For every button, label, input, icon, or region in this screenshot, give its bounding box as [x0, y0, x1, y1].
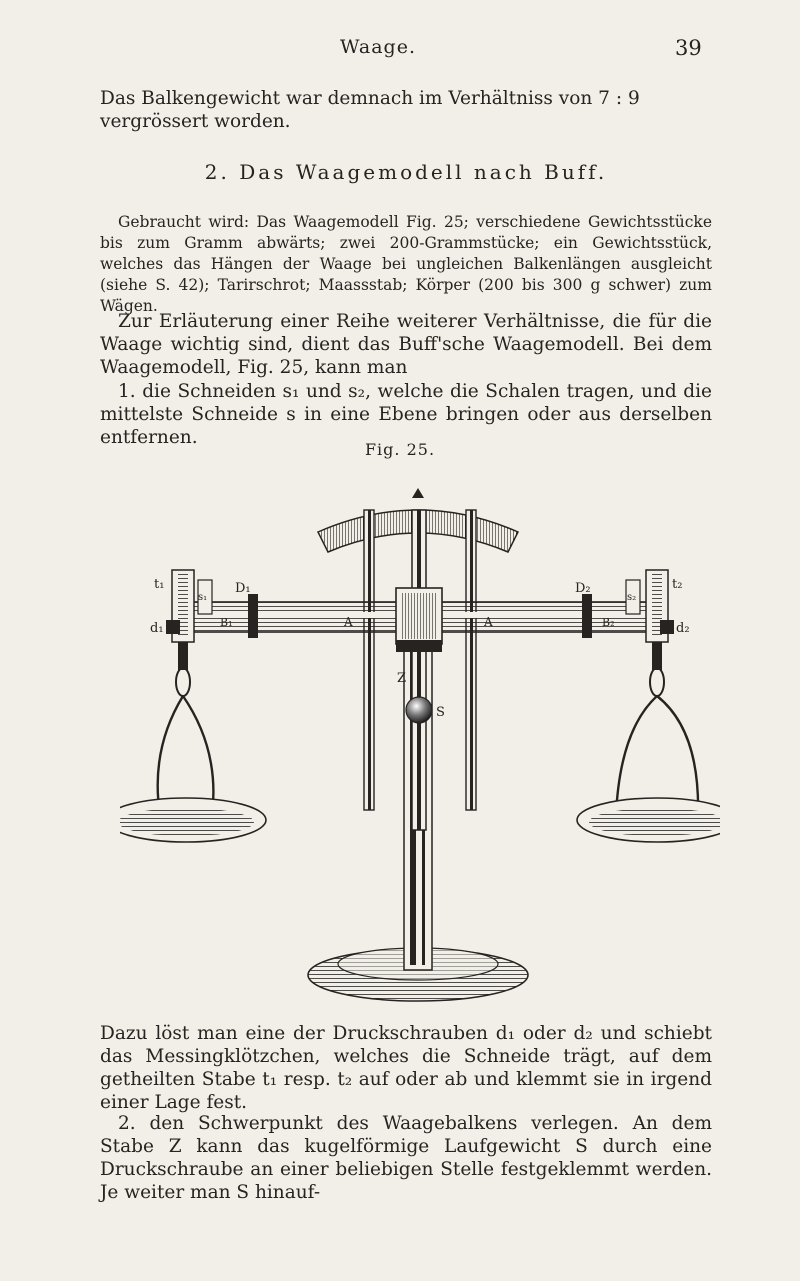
- left-pan: [120, 642, 266, 842]
- label-b1: B₁: [220, 616, 233, 629]
- label-z: Z: [397, 671, 407, 686]
- label-b2: B₂: [602, 616, 615, 629]
- list-item-1: 1. die Schneiden s₁ und s₂, welche die Schalen tragen, und die mittelste Schneide s in eine Ebene bringen oder aus derselben entfernen.: [100, 381, 712, 448]
- label-t1: t₁: [154, 577, 165, 592]
- paragraph-introduction: Zur Erläuterung einer Reihe weiterer Verhältnisse, die für die Waage wichtig sind, dient das Buff'sche Waagemodell. Bei dem Waagemodell, Fig. 25, kann man: [100, 311, 712, 378]
- label-s1: s₁: [198, 592, 208, 603]
- page-header: [0, 36, 800, 66]
- paragraph-adjustment: Dazu löst man eine der Druckschrauben d₁ oder d₂ und schiebt das Messingklötzchen, welches die Schneide trägt, auf dem getheilten Stabe t₁ resp. t₂ auf oder ab und klemmt sie in irgend einer Lage fest.: [100, 1023, 712, 1113]
- paragraph-balance-weight: Das Balkengewicht war demnach im Verhältniss von 7 : 9 vergrössert worden.: [100, 88, 640, 132]
- label-a-left: A: [344, 615, 353, 629]
- label-a-right: A: [484, 615, 493, 629]
- label-s2: s₂: [627, 592, 637, 603]
- equipment-list: Gebraucht wird: Das Waagemodell Fig. 25; verschiedene Gewichtsstücke bis zum Gramm abwärts; zwei 200-Grammstücke; ein Gewichtsstück, welches das Hängen der Waage bei ungleichen Balkenlängen ausgleicht (siehe S. 42); Tarirschrot; Maassstab; Körper (200 bis 300 g schwer) zum Wägen.: [100, 213, 712, 315]
- list-item-2: 2. den Schwerpunkt des Waagebalkens verlegen. An dem Stabe Z kann das kugelförmige Laufgewicht S durch eine Druckschraube an einer beliebigen Stelle festgeklemmt werden. Je weiter man S hinauf-: [100, 1113, 712, 1203]
- running-title: Waage.: [340, 36, 416, 58]
- figure-caption: Fig. 25.: [364, 440, 436, 459]
- label-s: S: [436, 705, 445, 720]
- label-d1-lower: d₁: [150, 621, 164, 636]
- section-heading: 2. Das Waagemodell nach Buff.: [204, 160, 608, 184]
- label-d2-upper: D₂: [575, 581, 591, 596]
- sliding-weight-s: [406, 697, 432, 723]
- right-pan: [577, 642, 720, 842]
- label-t2: t₂: [672, 577, 683, 592]
- balance-model-illustration: [120, 470, 720, 1015]
- label-d1-upper: D₁: [235, 581, 251, 596]
- beam: [190, 588, 652, 652]
- page-number: 39: [675, 36, 702, 60]
- label-d2-lower: d₂: [676, 621, 690, 636]
- rod-z: [364, 510, 476, 830]
